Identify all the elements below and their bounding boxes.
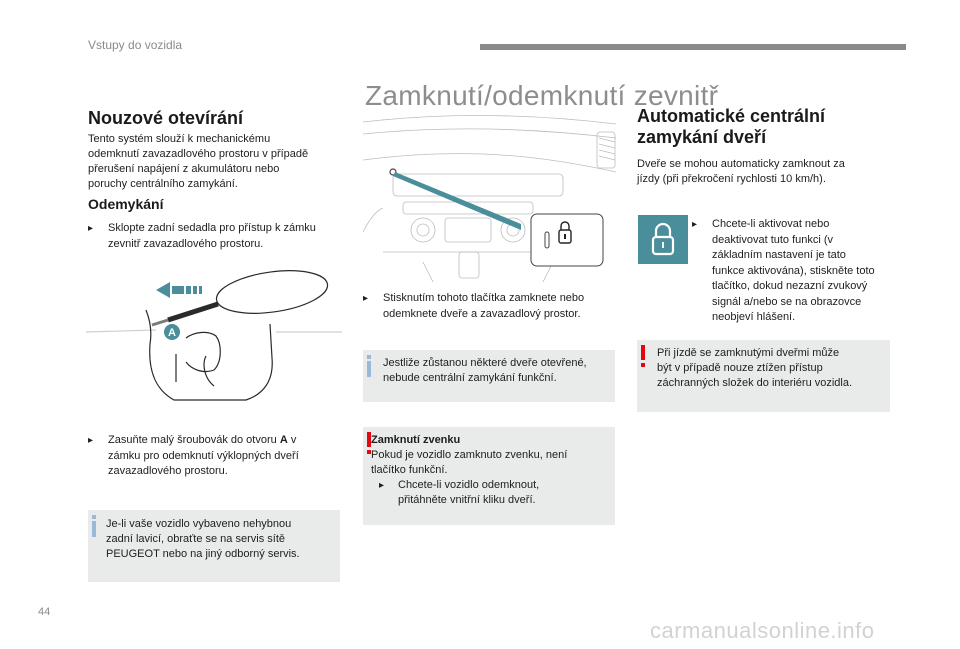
header-rule (480, 44, 906, 50)
info-icon (92, 515, 96, 537)
bullet-arrow-icon: ▸ (88, 435, 94, 446)
watermark: carmanualsonline.info (650, 618, 875, 643)
step-fold-seats: ▸ Sklopte zadní sedadla pro přístup k zámku zevnitř zavazadlového prostoru. (88, 222, 316, 250)
figure-label-a: A (168, 327, 176, 339)
info-icon (367, 355, 371, 377)
lock-button-image (638, 215, 688, 264)
section-title-auto-locking: Automatické centrální zamykání dveří (637, 106, 826, 147)
running-header: Vstupy do vozidla (88, 38, 183, 52)
warning-icon (641, 345, 645, 367)
warning-note-locked-outside: Zamknutí zvenku Pokud je vozidlo zamknuto zvenku, není tlačítko funkční. ▸ Chcete-li vozidlo odemknout, přitáhněte vnitřní kliku dveří. (363, 427, 615, 525)
emergency-intro: Tento systém slouží k mechanickému odemknutí zavazadlového prostoru v případě přerušení napájení z akumulátoru nebo poruchy centrálního zamykání. (88, 133, 309, 190)
step-toggle-auto-locking: ▸ Chcete-li aktivovat nebo deaktivovat tuto funkci (v základním nastavení je tato funkce aktivována), stiskněte toto tlačítko, dokud nezazní zvukový signál a/nebo se na obrazovce neobjeví hlášení. (692, 218, 875, 323)
bullet-arrow-icon: ▸ (363, 293, 369, 304)
warning-note-emergency-access: Při jízdě se zamknutými dveřmi může být v případě nouze ztížen přístup záchranných složek do interiéru vozidla. (637, 340, 890, 412)
bullet-arrow-icon: ▸ (379, 480, 385, 491)
trunk-lock-illustration (86, 262, 342, 412)
section-title-emergency-opening: Nouzové otevírání (88, 108, 244, 128)
step-insert-screwdriver: ▸ Zasuňte malý šroubovák do otvoru A v zámku pro odemknutí výklopných dveří zavazadlového prostoru. (88, 434, 299, 477)
bullet-arrow-icon: ▸ (88, 223, 94, 234)
padlock-icon (638, 215, 688, 264)
arrow-left-icon (156, 282, 202, 298)
page-title: Zamknutí/odemknutí zevnitř (365, 80, 719, 111)
bullet-arrow-icon: ▸ (692, 219, 698, 230)
page-number: 44 (38, 606, 51, 618)
info-note-doors-open: Jestliže zůstanou některé dveře otevřené, nebude centrální zamykání funkční. (363, 350, 615, 402)
step-press-lock-button: ▸ Stisknutím tohoto tlačítka zamknete nebo odemknete dveře a zavazadlový prostor. (363, 292, 585, 320)
dashboard-illustration (363, 112, 616, 282)
subsection-title-unlocking: Odemykání (88, 196, 164, 212)
auto-locking-intro: Dveře se mohou automaticky zamknout za jízdy (při překročení rychlosti 10 km/h). (637, 158, 845, 185)
info-note-fixed-bench: Je-li vaše vozidlo vybaveno nehybnou zadní lavicí, obraťte se na servis sítě PEUGEOT nebo na jiný odborný servis. (88, 510, 340, 582)
